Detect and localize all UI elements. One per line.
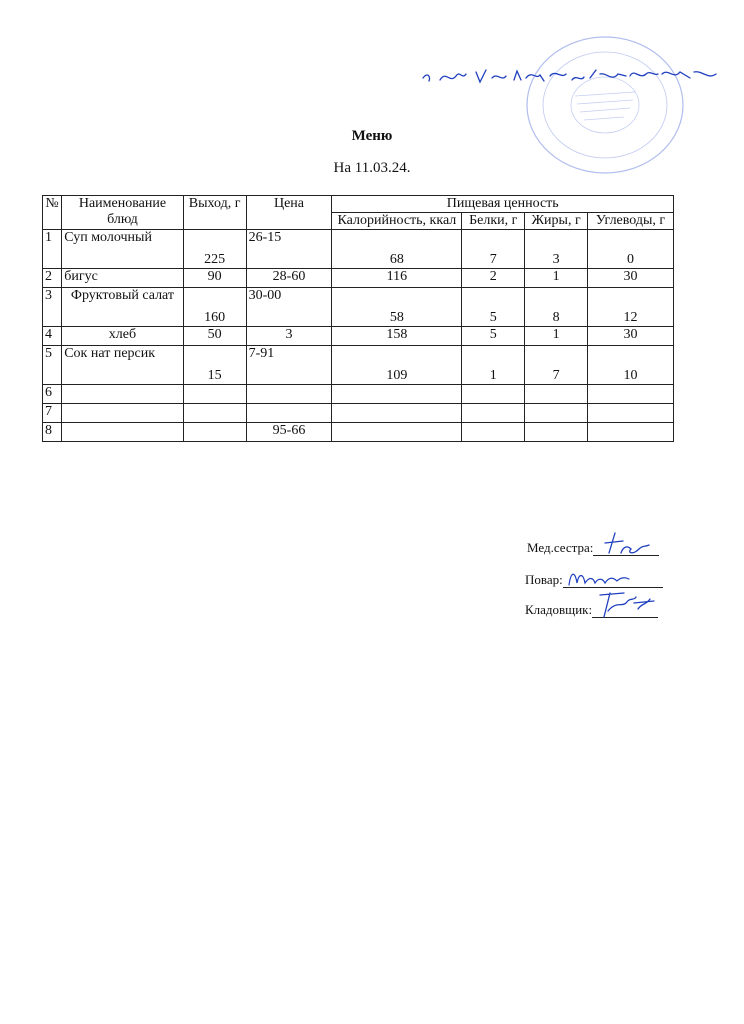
signature-nurse — [527, 540, 659, 556]
menu-table — [42, 195, 674, 442]
table-row — [43, 327, 674, 346]
table-row — [43, 288, 674, 327]
row-carbs: 30 — [588, 269, 674, 288]
page-title: Меню — [351, 128, 393, 144]
header-calories: Калорийность, ккал — [332, 213, 462, 230]
row-price: 3 — [246, 327, 332, 346]
row-calories: 58 — [332, 288, 462, 327]
row-fat: 3 — [525, 230, 588, 269]
header-name: Наименование блюд — [62, 196, 184, 230]
table-row — [43, 423, 674, 442]
row-num: 7 — [43, 404, 62, 423]
row-protein: 5 — [462, 327, 525, 346]
row-price-total: 95-66 — [246, 423, 332, 442]
table-row — [43, 346, 674, 385]
header-fat: Жиры, г — [525, 213, 588, 230]
row-yield — [183, 423, 246, 442]
row-fat: 1 — [525, 269, 588, 288]
row-fat: 1 — [525, 327, 588, 346]
row-num: 5 — [43, 346, 62, 385]
row-price: 30-00 — [246, 288, 332, 327]
header-price: Цена — [246, 196, 332, 230]
row-yield — [183, 404, 246, 423]
row-name: бигус — [62, 269, 184, 288]
row-num: 4 — [43, 327, 62, 346]
table-row — [43, 230, 674, 269]
header-yield: Выход, г — [183, 196, 246, 230]
row-name — [62, 385, 184, 404]
row-carbs — [588, 385, 674, 404]
row-calories — [332, 404, 462, 423]
table-row — [43, 385, 674, 404]
row-fat — [525, 404, 588, 423]
table-header-row — [43, 196, 674, 213]
row-price: 7-91 — [246, 346, 332, 385]
handwritten-signature-icon — [594, 589, 660, 619]
row-num: 3 — [43, 288, 62, 327]
row-fat: 7 — [525, 346, 588, 385]
row-protein — [462, 385, 525, 404]
signature-cook-line — [563, 573, 663, 588]
row-calories: 158 — [332, 327, 462, 346]
row-name — [62, 404, 184, 423]
signature-storekeeper-line — [592, 603, 658, 618]
row-num: 2 — [43, 269, 62, 288]
row-yield: 50 — [183, 327, 246, 346]
row-yield: 90 — [183, 269, 246, 288]
row-carbs — [588, 404, 674, 423]
row-carbs: 30 — [588, 327, 674, 346]
row-price: 28-60 — [246, 269, 332, 288]
row-carbs — [588, 423, 674, 442]
table-row — [43, 269, 674, 288]
row-price: 26-15 — [246, 230, 332, 269]
row-protein: 2 — [462, 269, 525, 288]
row-calories: 109 — [332, 346, 462, 385]
row-num: 6 — [43, 385, 62, 404]
row-price — [246, 404, 332, 423]
signature-storekeeper — [525, 602, 658, 618]
row-calories: 68 — [332, 230, 462, 269]
row-protein: 1 — [462, 346, 525, 385]
menu-date: На 11.03.24. — [333, 160, 411, 176]
header-nutrition: Пищевая ценность — [332, 196, 674, 213]
row-carbs: 12 — [588, 288, 674, 327]
signature-cook — [525, 572, 663, 588]
row-yield — [183, 385, 246, 404]
row-name: Сок нат персик — [62, 346, 184, 385]
header-carbs: Углеводы, г — [588, 213, 674, 230]
handwritten-approval-icon — [418, 60, 728, 120]
row-fat: 8 — [525, 288, 588, 327]
table-row — [43, 404, 674, 423]
row-name: хлеб — [62, 327, 184, 346]
header-protein: Белки, г — [462, 213, 525, 230]
row-num: 8 — [43, 423, 62, 442]
signature-cook-label: Повар: — [525, 572, 563, 587]
signature-nurse-label: Мед.сестра: — [527, 540, 594, 555]
signature-nurse-line — [593, 541, 659, 556]
row-protein — [462, 404, 525, 423]
handwritten-signature-icon — [565, 565, 645, 589]
row-yield: 225 — [183, 230, 246, 269]
row-calories — [332, 423, 462, 442]
row-carbs: 0 — [588, 230, 674, 269]
row-name: Фруктовый салат — [62, 288, 184, 327]
row-fat — [525, 423, 588, 442]
row-calories — [332, 385, 462, 404]
row-name — [62, 423, 184, 442]
row-calories: 116 — [332, 269, 462, 288]
row-name: Суп молочный — [62, 230, 184, 269]
handwritten-signature-icon — [595, 531, 655, 557]
row-protein: 7 — [462, 230, 525, 269]
header-num: № — [43, 196, 62, 230]
row-fat — [525, 385, 588, 404]
row-price — [246, 385, 332, 404]
row-protein: 5 — [462, 288, 525, 327]
row-num: 1 — [43, 230, 62, 269]
row-carbs: 10 — [588, 346, 674, 385]
row-protein — [462, 423, 525, 442]
signature-storekeeper-label: Кладовщик: — [525, 602, 593, 617]
row-yield: 15 — [183, 346, 246, 385]
row-yield: 160 — [183, 288, 246, 327]
